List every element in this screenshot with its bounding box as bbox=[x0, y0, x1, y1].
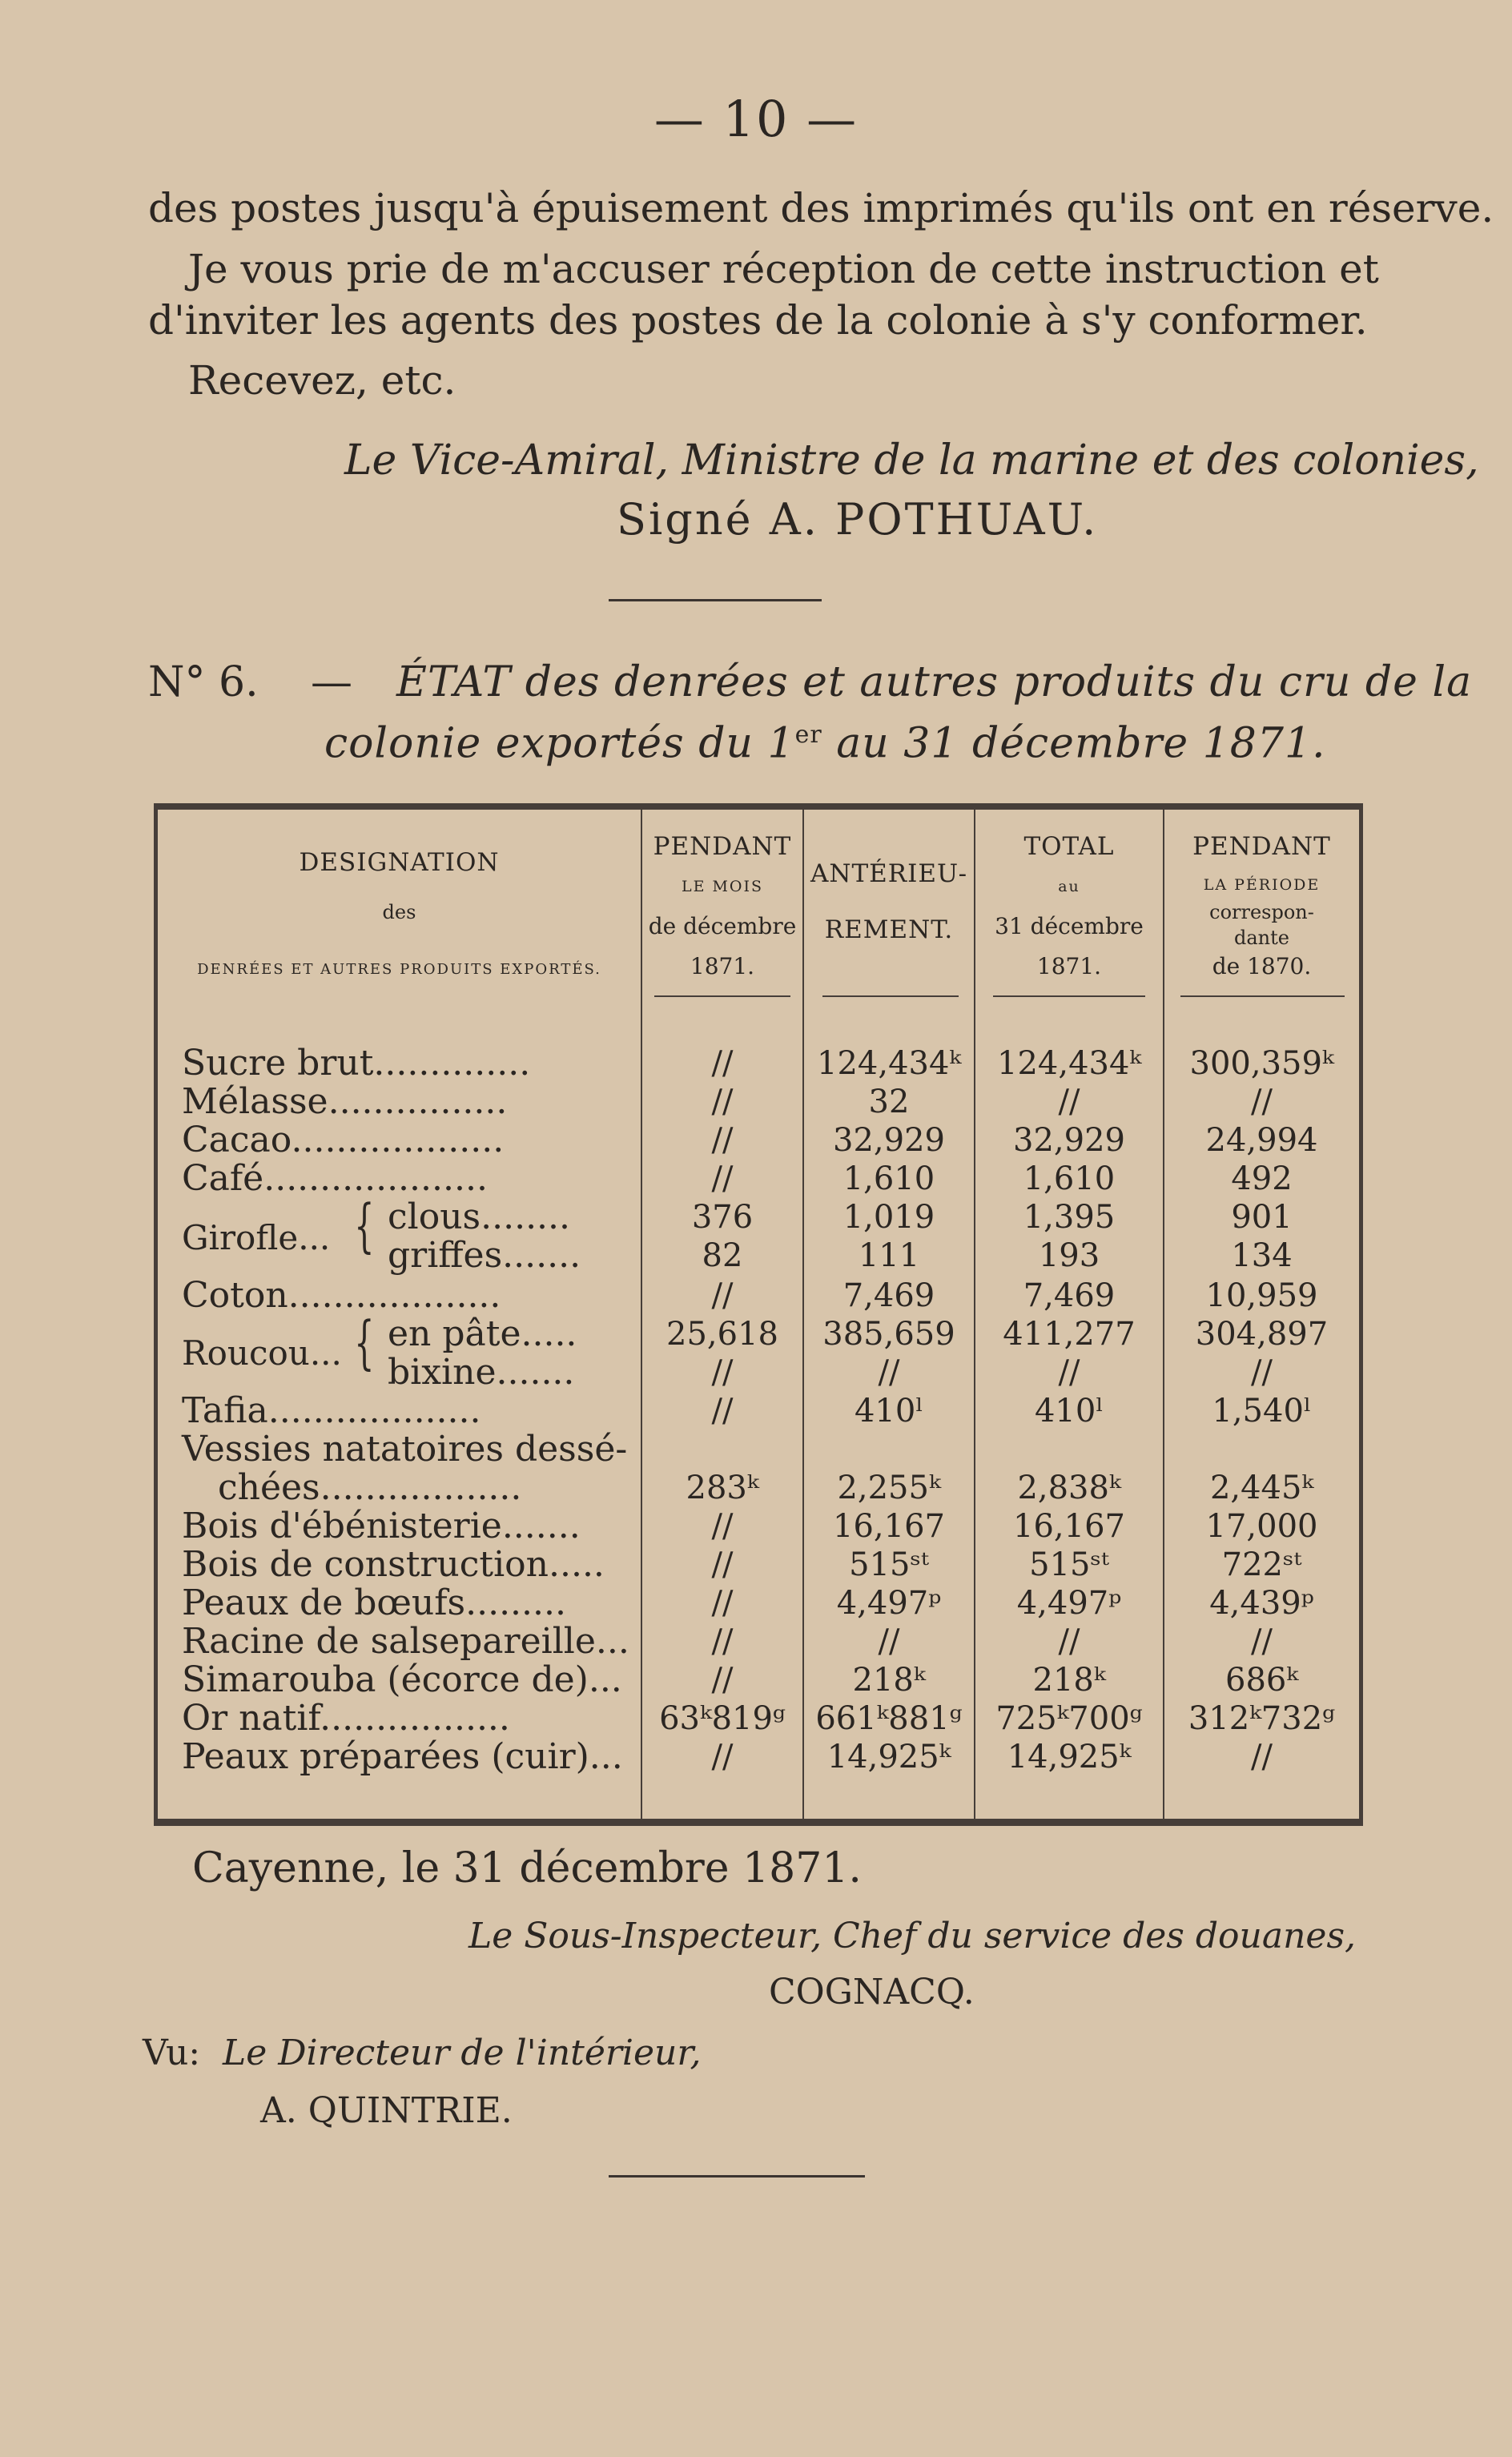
header-col1-line4: 1871. bbox=[690, 953, 755, 979]
cell-total: 2,838ᵏ bbox=[1017, 1470, 1121, 1506]
cell-1870: // bbox=[1251, 1623, 1273, 1660]
cell-1870: 2,445ᵏ bbox=[1209, 1470, 1314, 1506]
row-label: Tafia................... bbox=[182, 1390, 481, 1431]
cell-1870: 17,000 bbox=[1205, 1508, 1318, 1545]
header-col4-line5: de 1870. bbox=[1212, 953, 1312, 979]
cell-1870: // bbox=[1251, 1739, 1273, 1775]
row-label: Or natif................. bbox=[182, 1698, 510, 1739]
inspector-title: Le Sous-Inspecteur, Chef du service des douanes, bbox=[468, 1916, 1357, 1956]
table-row bbox=[154, 1430, 1363, 1470]
cell-1870: 312ᵏ732ᵍ bbox=[1188, 1700, 1336, 1737]
table-row bbox=[154, 1699, 1363, 1739]
table-row bbox=[154, 1276, 1363, 1316]
table-row bbox=[154, 1120, 1363, 1160]
header-col3-line3: 31 décembre bbox=[995, 913, 1144, 939]
page-number: — 10 — bbox=[653, 90, 859, 148]
group-label-girofle: Girofle... bbox=[182, 1218, 331, 1257]
header-col4-line4: dante bbox=[1234, 927, 1289, 949]
row-label: Café.................... bbox=[182, 1158, 488, 1199]
brace-icon: { bbox=[354, 1309, 375, 1376]
header-col2-line1: ANTÉRIEU- bbox=[810, 859, 968, 888]
header-underline bbox=[993, 995, 1145, 997]
cell-1870: // bbox=[1251, 1354, 1273, 1391]
cell-month: // bbox=[711, 1546, 734, 1583]
intro-line-3: d'inviter les agents des postes de la colonie à s'y conformer. bbox=[148, 297, 1368, 344]
table-row bbox=[154, 1082, 1363, 1122]
header-underline bbox=[654, 995, 790, 997]
cell-month: // bbox=[711, 1662, 734, 1699]
cell-1870: 492 bbox=[1231, 1160, 1293, 1197]
director-title: Le Directeur de l'intérieur, bbox=[223, 2033, 702, 2073]
cell-total: 411,277 bbox=[1003, 1316, 1136, 1353]
cell-previous: 32 bbox=[868, 1084, 910, 1120]
cell-month: // bbox=[711, 1045, 734, 1082]
table-row bbox=[154, 1660, 1363, 1700]
header-designation-sub: DENRÉES ET AUTRES PRODUITS EXPORTÉS. bbox=[197, 961, 601, 978]
separator-rule bbox=[609, 599, 822, 601]
header-designation-des: des bbox=[382, 901, 416, 923]
cell-previous: 1,610 bbox=[842, 1160, 935, 1197]
intro-line-4: Recevez, etc. bbox=[188, 357, 456, 404]
cell-month: // bbox=[711, 1393, 734, 1430]
row-label: chées.................. bbox=[218, 1467, 522, 1508]
cell-previous: // bbox=[878, 1354, 900, 1391]
cell-total: 410ˡ bbox=[1034, 1393, 1104, 1430]
table-row bbox=[154, 1583, 1363, 1623]
cell-month: // bbox=[711, 1277, 734, 1314]
doc-title-line-1: ÉTAT des denrées et autres produits du cru de la bbox=[396, 658, 1473, 706]
row-label: Bois de construction..... bbox=[182, 1544, 605, 1585]
cell-previous: 515ˢᵗ bbox=[849, 1546, 929, 1583]
cell-total: 1,395 bbox=[1023, 1199, 1116, 1236]
intro-line-2: Je vous prie de m'accuser réception de cette instruction et bbox=[188, 246, 1379, 292]
table-row bbox=[154, 1159, 1363, 1199]
table-bottom-border bbox=[154, 1819, 1363, 1826]
header-col4-line2: LA PÉRIODE bbox=[1203, 876, 1321, 894]
cell-previous: 4,497ᵖ bbox=[836, 1585, 942, 1622]
cell-previous: 16,167 bbox=[833, 1508, 945, 1545]
header-underline bbox=[822, 995, 959, 997]
table-row bbox=[154, 1353, 1363, 1393]
header-designation: DESIGNATION bbox=[299, 848, 500, 877]
header-col3-line4: 1871. bbox=[1036, 953, 1102, 979]
cell-1870: 304,897 bbox=[1195, 1316, 1329, 1353]
cell-previous: 218ᵏ bbox=[852, 1662, 926, 1699]
cell-total: 218ᵏ bbox=[1032, 1662, 1106, 1699]
header-col4-line1: PENDANT bbox=[1192, 832, 1331, 861]
table-row bbox=[154, 1044, 1363, 1084]
table-top-border bbox=[154, 803, 1363, 810]
row-label: griffes....... bbox=[388, 1235, 581, 1276]
place-date: Cayenne, le 31 décembre 1871. bbox=[192, 1844, 862, 1892]
header-col1-line1: PENDANT bbox=[653, 832, 792, 861]
group-label-roucou: Roucou... bbox=[182, 1333, 342, 1373]
cell-total: // bbox=[1058, 1354, 1080, 1391]
row-label: Peaux préparées (cuir)... bbox=[182, 1736, 623, 1777]
header-col1-line3: de décembre bbox=[648, 913, 797, 939]
cell-total: 124,434ᵏ bbox=[997, 1045, 1141, 1082]
row-label: Coton................... bbox=[182, 1275, 501, 1316]
director-name: A. QUINTRIE. bbox=[260, 2090, 513, 2131]
cell-1870: // bbox=[1251, 1084, 1273, 1120]
cell-month: 376 bbox=[691, 1199, 754, 1236]
cell-1870: 300,359ᵏ bbox=[1189, 1045, 1334, 1082]
cell-previous: 410ˡ bbox=[854, 1393, 924, 1430]
cell-total: // bbox=[1058, 1623, 1080, 1660]
cell-1870: 24,994 bbox=[1205, 1122, 1318, 1159]
cell-total: 515ˢᵗ bbox=[1029, 1546, 1109, 1583]
cell-previous: 2,255ᵏ bbox=[837, 1470, 941, 1506]
table-row bbox=[154, 1468, 1363, 1508]
cell-total: 16,167 bbox=[1013, 1508, 1125, 1545]
cell-month: // bbox=[711, 1084, 734, 1120]
table-row bbox=[154, 1391, 1363, 1431]
bottom-rule bbox=[609, 2175, 865, 2178]
row-label: Simarouba (écorce de)... bbox=[182, 1659, 622, 1700]
cell-total: 1,610 bbox=[1023, 1160, 1116, 1197]
cell-month: // bbox=[711, 1739, 734, 1775]
cell-1870: 10,959 bbox=[1205, 1277, 1318, 1314]
header-col3-line1: TOTAL bbox=[1023, 832, 1115, 861]
row-label: Cacao................... bbox=[182, 1120, 505, 1160]
intro-line-1: des postes jusqu'à épuisement des imprimés qu'ils ont en réserve. bbox=[148, 185, 1494, 231]
row-label: Vessies natatoires dessé- bbox=[182, 1429, 628, 1470]
row-label: Racine de salsepareille... bbox=[182, 1621, 629, 1662]
row-label: clous........ bbox=[388, 1196, 571, 1237]
table-row bbox=[154, 1314, 1363, 1354]
cell-1870: 134 bbox=[1231, 1237, 1293, 1274]
vu-prefix: Vu: bbox=[143, 2033, 201, 2073]
cell-month: 63ᵏ819ᵍ bbox=[659, 1700, 786, 1737]
cell-month: 283ᵏ bbox=[686, 1470, 759, 1506]
cell-1870: 686ᵏ bbox=[1225, 1662, 1298, 1699]
header-col4-line3: correspon- bbox=[1209, 901, 1314, 923]
exports-table bbox=[154, 803, 1363, 1825]
cell-previous: 124,434ᵏ bbox=[817, 1045, 961, 1082]
cell-previous: 32,929 bbox=[833, 1122, 945, 1159]
cell-month: 25,618 bbox=[666, 1316, 778, 1353]
cell-1870: 901 bbox=[1231, 1199, 1293, 1236]
cell-previous: 7,469 bbox=[842, 1277, 935, 1314]
signature-line: Le Vice-Amiral, Ministre de la marine et des colonies, bbox=[344, 436, 1479, 485]
cell-1870: 722ˢᵗ bbox=[1221, 1546, 1302, 1583]
table-row bbox=[154, 1506, 1363, 1546]
cell-previous: 1,019 bbox=[842, 1199, 935, 1236]
row-label: bixine....... bbox=[388, 1352, 575, 1393]
doc-title-line-2: colonie exportés du 1er au 31 décembre 1871. bbox=[324, 719, 1326, 768]
cell-previous: 111 bbox=[858, 1237, 920, 1274]
header-col2-line2: REMENT. bbox=[824, 915, 954, 944]
row-label: Bois d'ébénisterie....... bbox=[182, 1506, 581, 1546]
cell-previous: 661ᵏ881ᵍ bbox=[815, 1700, 963, 1737]
header-col3-line2: au bbox=[1058, 878, 1080, 895]
doc-number: N° 6. bbox=[148, 658, 259, 706]
cell-month: // bbox=[711, 1623, 734, 1660]
row-label: en pâte..... bbox=[388, 1313, 577, 1354]
inspector-name: COGNACQ. bbox=[769, 1972, 975, 2013]
cell-total: 14,925ᵏ bbox=[1007, 1739, 1132, 1775]
cell-month: // bbox=[711, 1508, 734, 1545]
table-row bbox=[154, 1236, 1363, 1276]
cell-total: 193 bbox=[1038, 1237, 1100, 1274]
brace-icon: { bbox=[354, 1192, 375, 1259]
table-row bbox=[154, 1545, 1363, 1585]
cell-total: // bbox=[1058, 1084, 1080, 1120]
cell-total: 725ᵏ700ᵍ bbox=[995, 1700, 1143, 1737]
cell-previous: // bbox=[878, 1623, 900, 1660]
cell-1870: 1,540ˡ bbox=[1212, 1393, 1312, 1430]
cell-month: // bbox=[711, 1585, 734, 1622]
cell-1870: 4,439ᵖ bbox=[1209, 1585, 1314, 1622]
header-col1-line2: LE MOIS bbox=[681, 878, 764, 895]
cell-total: 32,929 bbox=[1013, 1122, 1125, 1159]
doc-dash: — bbox=[311, 658, 352, 706]
cell-month: // bbox=[711, 1122, 734, 1159]
table-row bbox=[154, 1737, 1363, 1777]
cell-month: 82 bbox=[702, 1237, 743, 1274]
cell-total: 4,497ᵖ bbox=[1016, 1585, 1122, 1622]
row-label: Mélasse................ bbox=[182, 1081, 508, 1122]
table-row bbox=[154, 1622, 1363, 1662]
table-row bbox=[154, 1197, 1363, 1237]
cell-previous: 14,925ᵏ bbox=[826, 1739, 951, 1775]
row-label: Peaux de bœufs......... bbox=[182, 1582, 566, 1623]
signed-name: Signé A. POTHUAU. bbox=[617, 494, 1099, 545]
cell-previous: 385,659 bbox=[822, 1316, 955, 1353]
cell-total: 7,469 bbox=[1023, 1277, 1116, 1314]
cell-month: // bbox=[711, 1160, 734, 1197]
row-label: Sucre brut.............. bbox=[182, 1043, 531, 1084]
header-underline bbox=[1180, 995, 1345, 997]
cell-month: // bbox=[711, 1354, 734, 1391]
